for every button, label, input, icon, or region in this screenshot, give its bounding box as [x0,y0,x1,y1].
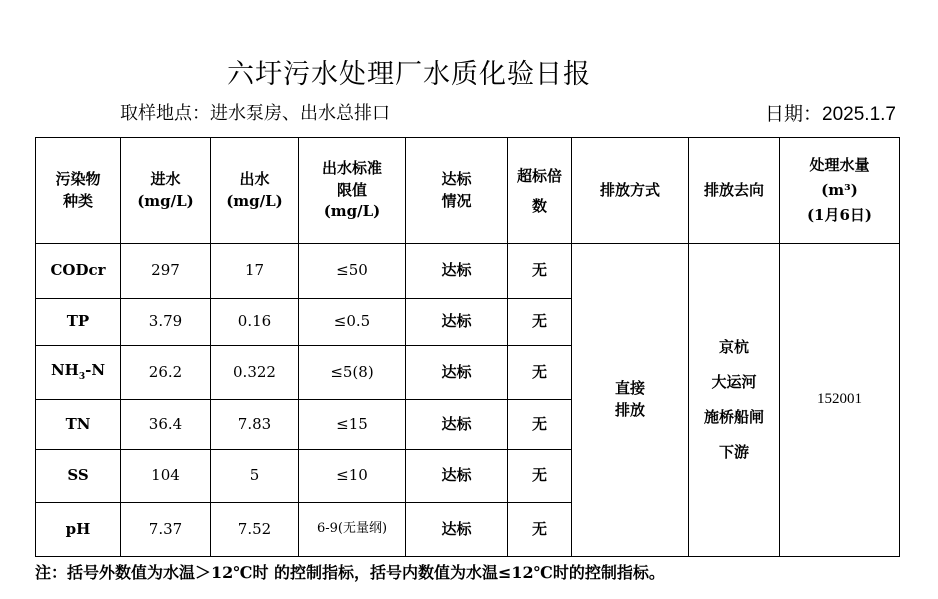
exceed-cell: 无 [508,400,572,450]
sample-location: 取样地点：进水泵房、出水总排口 [120,103,390,124]
inflow-cell: 297 [121,244,211,299]
status-cell: 达标 [406,299,508,346]
outflow-cell: 17 [211,244,299,299]
treatment-volume-cell: 152001 [780,244,900,557]
status-cell: 达标 [406,400,508,450]
outflow-cell: 5 [211,450,299,503]
inflow-cell: 26.2 [121,346,211,400]
pollutant-cell: pH [36,503,121,557]
header-exceed: 超标倍 数 [508,138,572,244]
exceed-cell: 无 [508,244,572,299]
limit-cell: ≤0.5 [299,299,406,346]
status-cell: 达标 [406,503,508,557]
footnote: 注：括号外数值为水温＞12℃时 的控制指标，括号内数值为水温≤12℃时的控制指标。 [35,563,665,582]
limit-cell: 6-9(无量纲) [299,503,406,557]
outflow-cell: 7.52 [211,503,299,557]
header-treatment-volume: 处理水量 (m³) (1月6日) [780,138,900,244]
discharge-direction-cell: 京杭 大运河 施桥船闸 下游 [689,244,780,557]
outflow-cell: 0.322 [211,346,299,400]
inflow-cell: 7.37 [121,503,211,557]
pollutant-cell: $NH_3-N$ [36,346,121,400]
water-quality-table [35,137,900,557]
header-outflow: 出水 (mg/L) [211,138,299,244]
discharge-method-cell: 直接 排放 [572,244,689,557]
header-limit: 出水标准 限值 (mg/L) [299,138,406,244]
pollutant-cell: TP [36,299,121,346]
pollutant-cell: SS [36,450,121,503]
outflow-cell: 0.16 [211,299,299,346]
status-cell: 达标 [406,450,508,503]
limit-cell: ≤10 [299,450,406,503]
exceed-cell: 无 [508,299,572,346]
exceed-cell: 无 [508,450,572,503]
report-title: 六圩污水处理厂水质化验日报 [227,59,591,90]
limit-cell: ≤15 [299,400,406,450]
status-cell: 达标 [406,346,508,400]
inflow-cell: 36.4 [121,400,211,450]
table-row [36,244,900,299]
inflow-cell: 3.79 [121,299,211,346]
pollutant-cell: CODcr [36,244,121,299]
inflow-cell: 104 [121,450,211,503]
header-pollutant: 污染物 种类 [36,138,121,244]
status-cell: 达标 [406,244,508,299]
limit-cell: ≤5(8) [299,346,406,400]
report-date: 日期：2025.1.7 [765,104,896,125]
pollutant-cell: TN [36,400,121,450]
limit-cell: ≤50 [299,244,406,299]
header-discharge-direction: 排放去向 [689,138,780,244]
exceed-cell: 无 [508,346,572,400]
header-row [36,138,900,244]
exceed-cell: 无 [508,503,572,557]
header-discharge-method: 排放方式 [572,138,689,244]
outflow-cell: 7.83 [211,400,299,450]
header-inflow: 进水 (mg/L) [121,138,211,244]
header-compliance: 达标 情况 [406,138,508,244]
